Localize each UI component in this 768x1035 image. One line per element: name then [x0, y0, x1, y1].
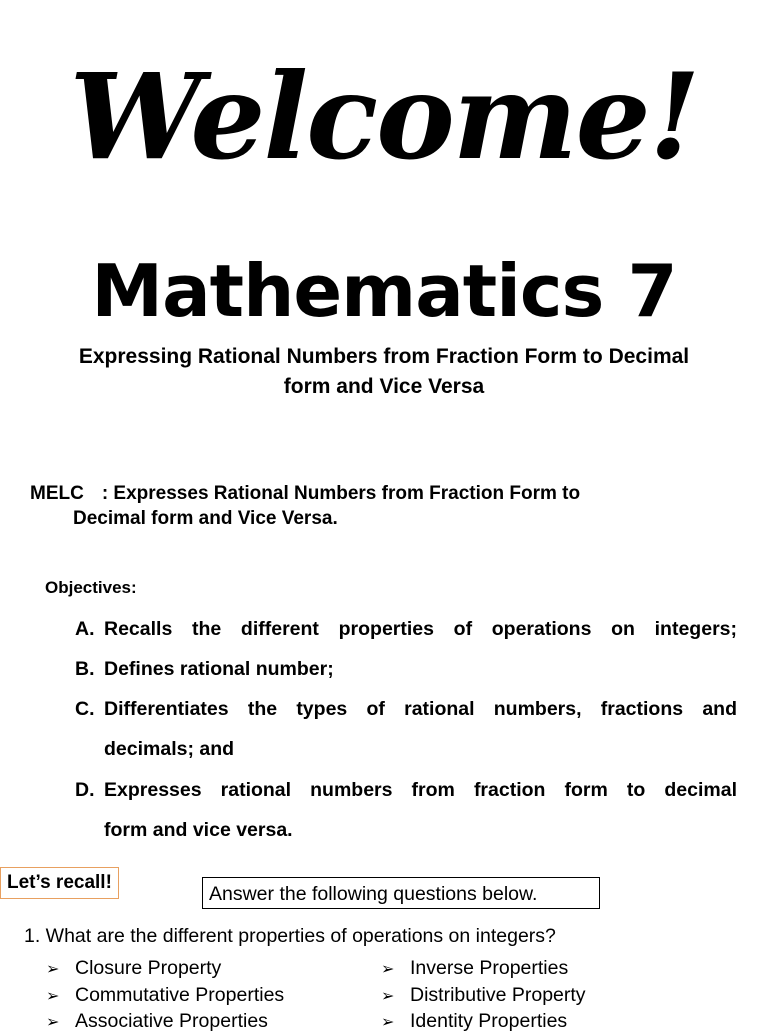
question-1: 1. What are the different properties of operations on integers? [24, 925, 556, 947]
objective-c-continued: decimals; and [104, 738, 235, 760]
subtitle-line-1: Expressing Rational Numbers from Fraction Form to Decimal [78, 345, 690, 368]
property-item: ➢ Identity Properties [381, 1008, 567, 1035]
subtitle-line-2: form and Vice Versa [283, 375, 485, 398]
objective-b [75, 649, 737, 689]
page-title: Mathematics 7 [91, 249, 677, 333]
objective-text: Differentiates the types of rational numbers, fractions and [104, 698, 737, 720]
welcome-heading: Welcome! [69, 47, 699, 186]
objective-letter: C. [75, 698, 95, 720]
objective-text: Expresses rational numbers from fraction form to decimal [104, 779, 737, 801]
objective-letter: D. [75, 779, 95, 801]
property-item: ➢ Inverse Properties [381, 955, 568, 982]
property-item: ➢ Commutative Properties [46, 982, 284, 1009]
arrowhead-bullet-icon: ➢ [381, 1012, 395, 1031]
instruction-box: Answer the following questions below. [202, 877, 600, 909]
objectives-heading: Objectives: [45, 578, 137, 597]
objective-c [75, 689, 737, 729]
melc-line-1 [30, 481, 580, 506]
arrowhead-bullet-icon: ➢ [46, 986, 60, 1005]
objective-d-continued: form and vice versa. [104, 819, 293, 841]
property-item: ➢ Distributive Property [381, 982, 586, 1009]
objective-d [75, 770, 737, 810]
property-item: ➢ Associative Properties [46, 1008, 268, 1035]
arrowhead-bullet-icon: ➢ [381, 986, 395, 1005]
arrowhead-bullet-icon: ➢ [46, 959, 60, 978]
objective-a [75, 609, 737, 649]
lets-recall-label: Let’s recall! [0, 867, 119, 899]
subtitle [0, 342, 768, 402]
property-item: ➢ Closure Property [46, 955, 221, 982]
objective-letter: A. [75, 618, 95, 640]
objective-letter: B. [75, 658, 95, 680]
arrowhead-bullet-icon: ➢ [381, 959, 395, 978]
melc-text-1: : Expresses Rational Numbers from Fraction Form to [101, 483, 581, 504]
objective-text: Defines rational number; [104, 658, 334, 680]
melc-line-2: Decimal form and Vice Versa. [73, 508, 338, 529]
objective-text: Recalls the different properties of operations on integers; [104, 618, 737, 640]
melc-label: MELC [30, 483, 84, 504]
arrowhead-bullet-icon: ➢ [46, 1012, 60, 1031]
